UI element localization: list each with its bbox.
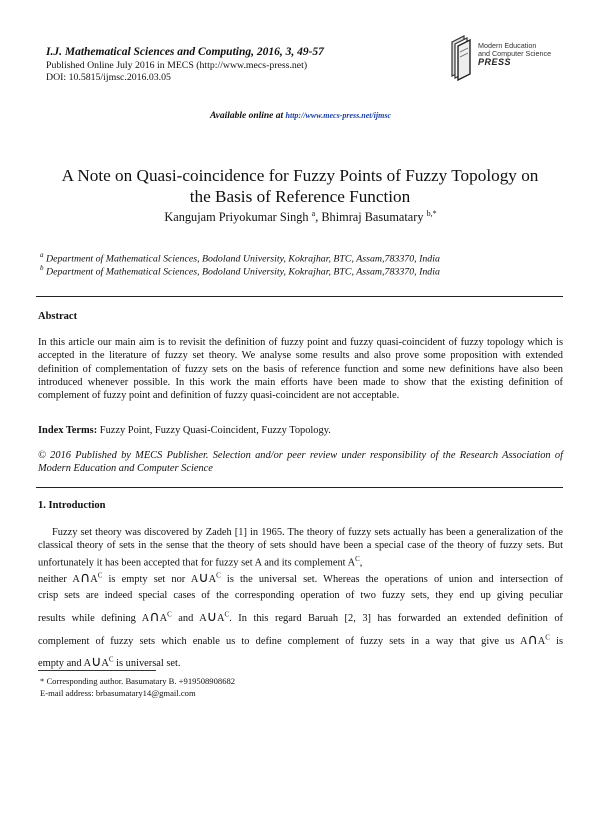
- intro-line7-b: A: [537, 636, 546, 647]
- intro-line8-c: is universal set.: [113, 658, 181, 669]
- intro-line6-b: A: [159, 613, 168, 624]
- affiliation-b-sup: b: [40, 264, 44, 272]
- intro-paragraph-start: Fuzzy set theory was discovered by Zadeh [1] in 1965. The theory of fuzzy sets actually has been a generalization of the classical theory of sets in the sense that the theory of sets should have been a special case of the theory of fuzzy sets. But unfortunately it has been accepted that for fuzzy set A and its complement $A^C$,: [38, 527, 563, 569]
- copyright-notice: © 2016 Published by MECS Publisher. Selection and/or peer review under responsibility of the Research Association of Modern Education and Computer Science: [38, 450, 563, 475]
- affiliation-b-text: Department of Mathematical Sciences, Bodoland University, Kokrajhar, BTC, Assam,783370, India: [45, 266, 440, 278]
- complement-sup: C: [167, 610, 172, 619]
- logo-line-2: and Computer Science: [478, 49, 552, 58]
- index-terms: [38, 425, 563, 436]
- intro-line8-a: empty and A: [38, 658, 92, 669]
- author-2: Bhimraj Basumatary: [321, 210, 424, 225]
- journal-citation: I.J. Mathematical Sciences and Computing, 2016, 3, 49-57: [46, 46, 324, 58]
- complement-sup: C: [224, 610, 230, 619]
- intro-line7-a: complement of fuzzy sets which enable us to define complement of fuzzy sets in a way that give us A: [38, 636, 528, 647]
- footnote-corresponding: * Corresponding author. Basumatary B. +919508908682: [40, 676, 236, 686]
- availability-line: [0, 111, 601, 121]
- index-terms-label: Index Terms:: [38, 425, 98, 436]
- intro-line-6: [38, 609, 563, 625]
- intro-line-4: [38, 570, 563, 586]
- author-1-sup: a: [311, 209, 316, 218]
- intro-line-7: [38, 632, 563, 648]
- logo-line-1: Modern Education: [478, 41, 537, 50]
- abstract-text: In this article our main aim is to revisit the definition of fuzzy point and fuzzy quasi-coincident of fuzzy topology which is accepted in the literature of fuzzy set theory. We analyse some results and also prove some proposition with extended definition of complementation of fuzzy sets on the basis of reference function and some new definitions have also been introduced whenever possible. In this work the main efforts have been made to show that the existing definition of complement of fuzzy point and definition of fuzzy quasi-coincident are not acceptable.: [38, 337, 563, 402]
- doi-line: DOI: 10.5815/ijmsc.2016.03.05: [46, 72, 171, 83]
- intro-line4-c: is empty set nor A: [102, 574, 199, 585]
- bottom-divider: [36, 487, 563, 488]
- availability-label: Available online at: [209, 111, 284, 121]
- author-1: Kangujam Priyokumar Singh: [164, 210, 309, 225]
- intro-line4-b: A: [90, 574, 98, 585]
- logo-press: PRESS: [478, 57, 512, 67]
- title-line-1: A Note on Quasi-coincidence for Fuzzy Points of Fuzzy Topology on: [61, 166, 539, 185]
- intersection-symbol: ∩: [149, 609, 160, 625]
- union-symbol: ∪: [198, 570, 209, 586]
- introduction-heading: 1. Introduction: [38, 500, 106, 511]
- intersection-symbol: ∩: [79, 570, 91, 586]
- footnote-email: E-mail address: brbasumatary14@gmail.com: [40, 688, 196, 698]
- intro-line-5: crisp sets are indeed special cases of the corresponding operation of two fuzzy sets, they end up giving peculiar: [38, 590, 563, 601]
- complement-sup: C: [545, 633, 550, 642]
- union-symbol: ∪: [91, 654, 102, 670]
- intersection-symbol: ∩: [527, 632, 538, 648]
- union-symbol: ∪: [206, 609, 217, 625]
- paper-title: [30, 165, 570, 207]
- intro-line6-e: . In this regard Baruah [2, 3] has forwarded an extended definition of: [229, 613, 563, 624]
- intro-text-part-1: Fuzzy set theory was discovered by Zadeh [1] in 1965. The theory of fuzzy sets actually has been a generalization of the classical theory of sets in the sense that the theory of sets should have been a special case of the theory of fuzzy sets. But unfortunately it has been accepted that for fuzzy set A and its complement A: [38, 527, 563, 569]
- intro-line6-d: A: [216, 613, 225, 624]
- intro-line6-c: and A: [171, 613, 207, 624]
- intro-line4-a: neither A: [38, 574, 80, 585]
- top-divider: [36, 296, 563, 297]
- title-line-2: the Basis of Reference Function: [189, 187, 411, 206]
- footnote-divider: [38, 670, 156, 671]
- complement-sup: C: [108, 655, 114, 664]
- intro-line8-b: A: [101, 658, 109, 669]
- complement-sup: C: [216, 571, 221, 580]
- journal-url-link[interactable]: http://www.mecs-press.net/ijmsc: [285, 111, 392, 120]
- intro-line4-d: A: [208, 574, 217, 585]
- complement-sup: C: [97, 571, 103, 580]
- publication-line: Published Online July 2016 in MECS (http://www.mecs-press.net): [46, 60, 308, 71]
- complement-sup: C: [355, 554, 360, 563]
- publisher-logo: [446, 32, 552, 82]
- affiliation-a-text: Department of Mathematical Sciences, Bodoland University, Kokrajhar, BTC, Assam,783370, India: [45, 253, 440, 265]
- affiliation-a: [40, 251, 570, 264]
- affiliation-b: [40, 264, 570, 277]
- author-separator: ,: [315, 210, 322, 225]
- index-terms-text: Fuzzy Point, Fuzzy Quasi-Coincident, Fuzzy Topology.: [99, 425, 331, 436]
- intro-line7-c: is: [549, 636, 564, 647]
- intro-line4-e: is the universal set. Whereas the operations of union and intersection of: [220, 574, 563, 585]
- author-2-sup: b,*: [426, 209, 437, 218]
- intro-line-8: [38, 654, 563, 670]
- author-list: [0, 209, 601, 225]
- affiliation-a-sup: a: [40, 251, 44, 259]
- abstract-heading: Abstract: [38, 311, 78, 322]
- intro-line6-a: results while defining A: [38, 613, 150, 624]
